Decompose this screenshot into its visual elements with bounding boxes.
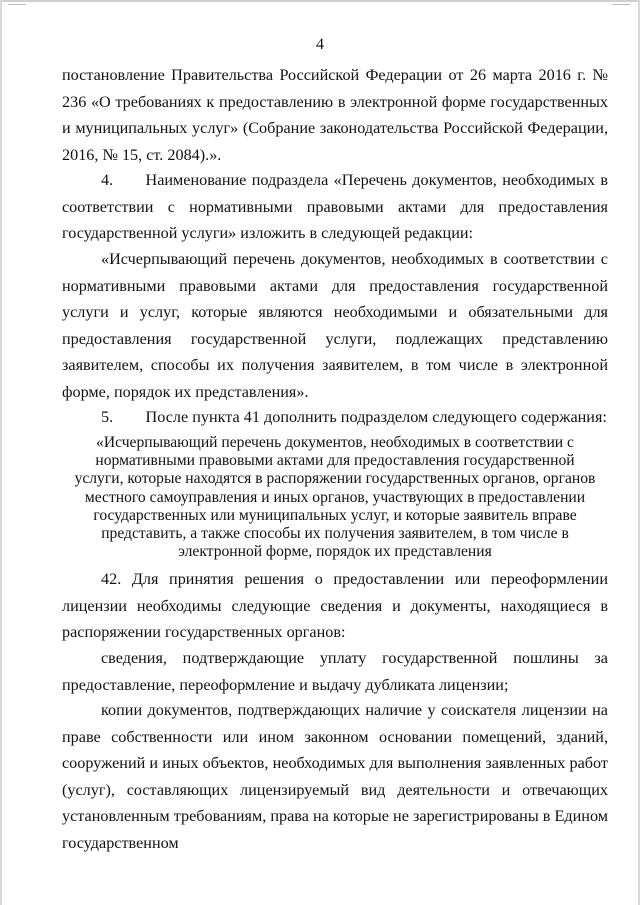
scan-mark-right (612, 4, 630, 13)
paragraph-item-4: 4. Наименование подраздела «Перечень документов, необходимых в соответствии с нормативными правовыми актами для предоставления государственной услуги» изложить в следующей редакции: (62, 171, 608, 243)
paragraph-new-title-text: «Исчерпывающий перечень документов, необходимых в соответствии с нормативными правовыми актами для предоставления государственной услуги и услуг, которые являются необходимыми и обязательными для предоставления государственной услуги, подлежащих представлению заявителем, способы их получения заявителем, в том числе в электронной форме, порядок их представления». (62, 250, 608, 401)
paragraph-item-5: 5. После пункта 41 дополнить подразделом следующего содержания: (101, 408, 607, 426)
page-number: 4 (316, 36, 324, 53)
paragraph-42: 42. Для принятия решения о предоставлении или переоформлении лицензии необходимы следующие сведения и документы, находящиеся в распоряжении государственных органов: (62, 570, 608, 642)
scan-mark-left (8, 4, 26, 13)
paragraph-duty-payment: сведения, подтверждающие уплату государственной пошлины за предоставление, переоформление и выдачу дубликата лицензии; (62, 649, 608, 694)
paragraph-decree-reference: постановление Правительства Российской Федерации от 26 марта 2016 г. № 236 «О требованиях к предоставлению в электронной форме государственных и муниципальных услуг» (Собрание законодательства Российской Федерации, 2016, № 15, ст. 2084).». (62, 66, 608, 164)
scan-edge-top (0, 0, 640, 2)
scan-edge-left (0, 0, 2, 905)
subsection-heading: «Исчерпывающий перечень документов, необходимых в соответствии с нормативными правовыми актами для предоставления государственной услуги, которые находятся в распоряжении государственных органов, органов местного самоуправления и иных органов, участвующих в предоставлении государственных или муниципальных услуг, и которые заявитель вправе представить, а также способы их получения заявителем, в том числе в электронной форме, порядок их представления (74, 434, 596, 561)
paragraph-document-copies: копии документов, подтверждающих наличие у соискателя лицензии на праве собственности или ином законном основании помещений, зданий, сооружений и иных объектов, необходимых для выполнения заявленных работ (услуг), составляющих лицензируемый вид деятельности и отвечающих установленным требованиям, права на которые не зарегистрированы в Едином государственном (62, 701, 608, 852)
